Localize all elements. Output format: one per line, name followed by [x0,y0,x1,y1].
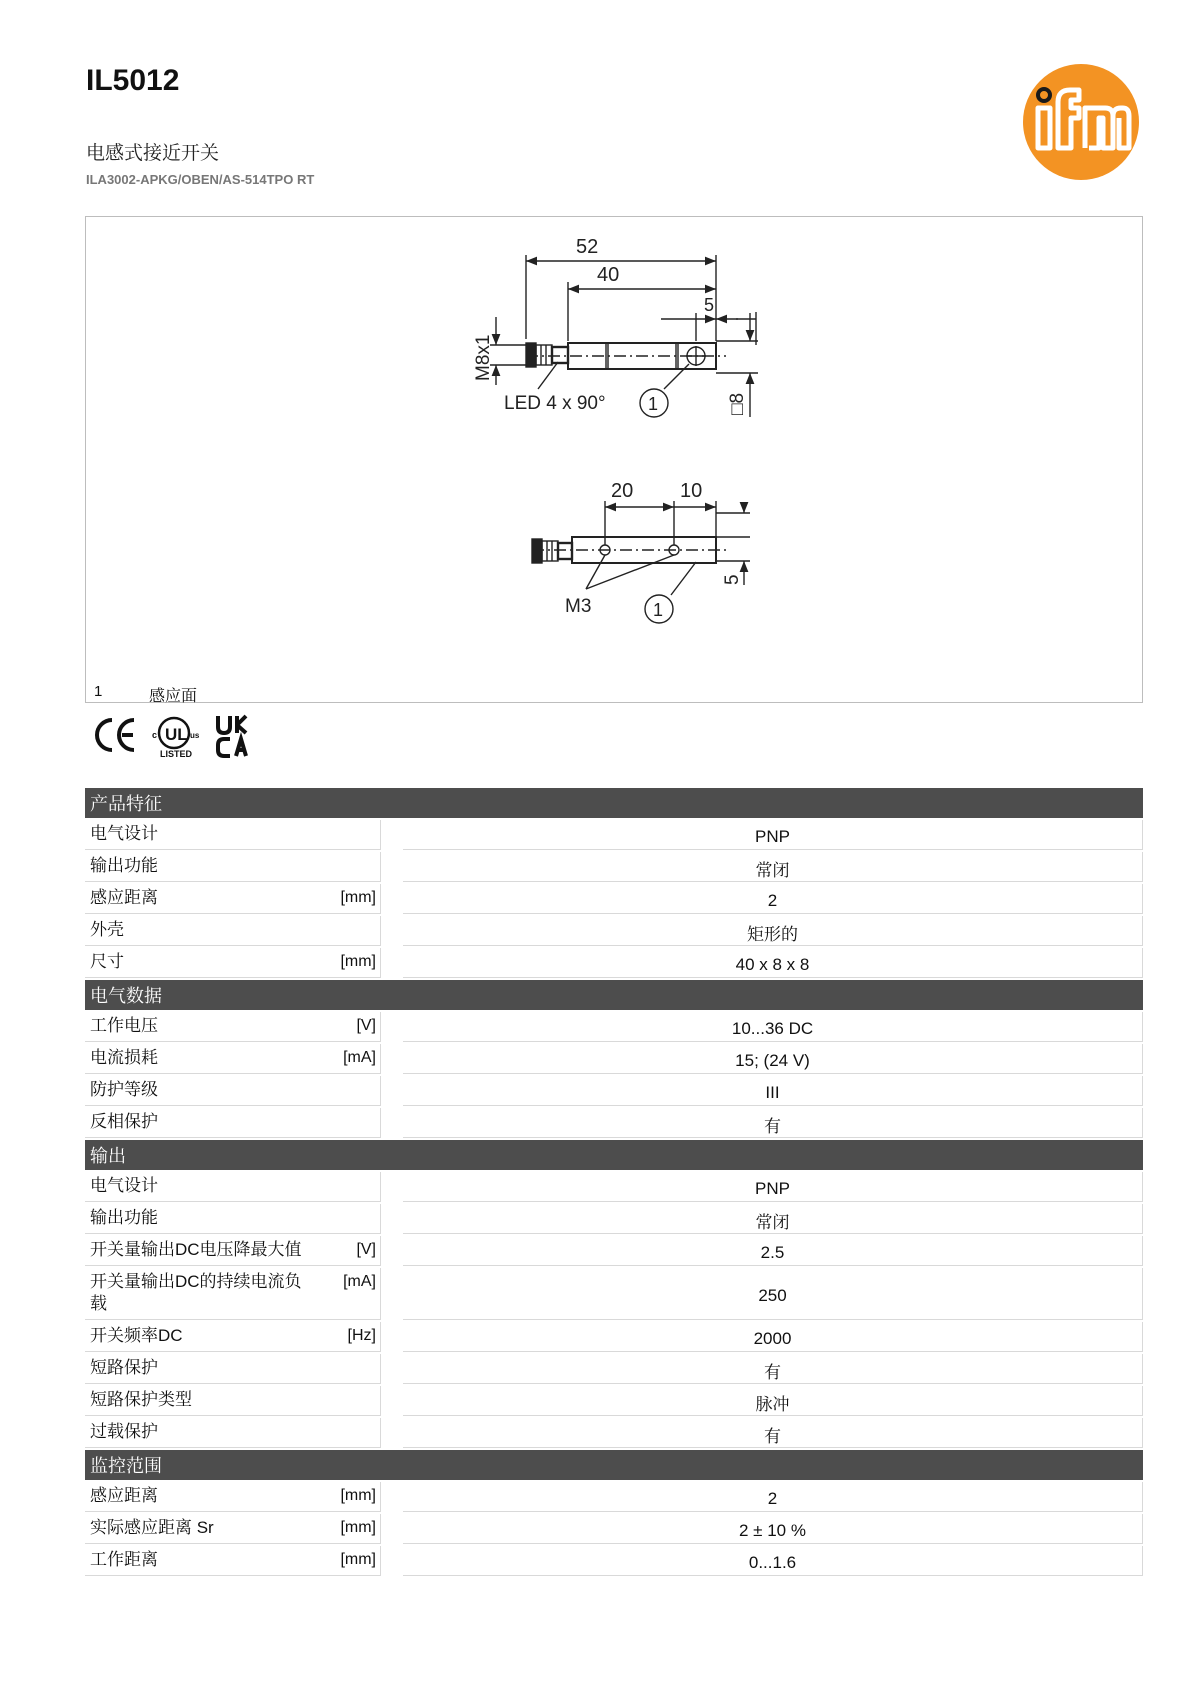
spec-label-cell [85,916,381,946]
spec-row [85,1418,1143,1448]
spec-label: 过载保护 [90,1422,158,1441]
spec-value: 有 [403,1108,1143,1138]
spec-row [85,948,1143,978]
spec-value: 40 x 8 x 8 [403,948,1143,978]
spec-label-cell [85,1386,381,1416]
spec-row [85,1204,1143,1234]
section-header: 输出 [85,1140,1143,1170]
spec-value: 脉冲 [403,1386,1143,1416]
section-header: 监控范围 [85,1450,1143,1480]
spec-label: 短路保护 [90,1358,158,1377]
spec-label: 工作距离 [90,1550,158,1569]
spec-row [85,1322,1143,1352]
spec-row [85,1076,1143,1106]
spec-value: 0...1.6 [403,1546,1143,1576]
spec-unit: [V] [356,1241,376,1258]
spec-value: 矩形的 [403,916,1143,946]
spec-label-cell [85,884,381,914]
spec-label-cell [85,852,381,882]
spec-row [85,1044,1143,1074]
dim-52: 52 [576,236,599,258]
spec-row [85,1354,1143,1384]
m3-label: M3 [565,596,592,617]
dim-5-side: 5 [722,574,743,585]
spec-row [85,1482,1143,1512]
section-header: 产品特征 [85,788,1143,818]
spec-unit: [mm] [340,1519,376,1536]
spec-row [85,916,1143,946]
spec-label: 感应距离 [90,1486,158,1505]
spec-label-cell [85,1076,381,1106]
spec-label: 开关量输出DC电压降最大值 [90,1240,302,1259]
svg-text:UL: UL [165,725,188,744]
spec-value: PNP [403,1172,1143,1202]
spec-label-cell [85,948,381,978]
spec-row [85,1012,1143,1042]
dim-square-8: □8 [727,392,748,415]
legend-text: 感应面 [149,688,198,705]
spec-label-cell [85,1418,381,1448]
spec-label: 短路保护类型 [90,1390,192,1409]
certification-marks [90,712,260,760]
spec-row [85,1172,1143,1202]
spec-label: 电气设计 [90,824,158,843]
spec-label: 反相保护 [90,1112,158,1131]
spec-row [85,884,1143,914]
section-header: 电气数据 [85,980,1143,1010]
spec-unit: [mm] [340,953,376,970]
spec-value: 有 [403,1418,1143,1448]
spec-value: 2000 [403,1322,1143,1352]
spec-label: 开关量输出DC的持续电流负载 [90,1272,302,1313]
spec-unit: [mm] [340,1551,376,1568]
spec-value: 250 [403,1268,1143,1320]
ce-mark-icon [97,720,134,750]
spec-value: III [403,1076,1143,1106]
spec-label: 感应距离 [90,888,158,907]
legend-number: 1 [94,683,103,700]
callout-1-bottom: 1 [653,600,664,620]
spec-value: 有 [403,1354,1143,1384]
spec-value: 2.5 [403,1236,1143,1266]
spec-label: 工作电压 [90,1016,158,1035]
spec-unit: [V] [356,1017,376,1034]
spec-label: 输出功能 [90,1208,158,1227]
svg-text:us: us [190,731,200,740]
spec-tables [85,788,1143,1578]
spec-label-cell [85,1546,381,1576]
spec-label-cell [85,1204,381,1234]
dim-20: 20 [611,480,634,502]
spec-label-cell [85,1482,381,1512]
spec-value: 常闭 [403,1204,1143,1234]
spec-value: 10...36 DC [403,1012,1143,1042]
led-label: LED 4 x 90° [504,393,606,414]
spec-row [85,1268,1143,1320]
article-number: ILA3002-APKG/OBEN/AS-514TPO RT [86,172,315,187]
spec-value: PNP [403,820,1143,850]
spec-label-cell [85,1268,381,1320]
product-subtitle: 电感式接近开关 [86,143,220,164]
spec-row [85,1546,1143,1576]
spec-row [85,1236,1143,1266]
spec-label-cell [85,1322,381,1352]
spec-value: 15; (24 V) [403,1044,1143,1074]
dim-10: 10 [680,480,703,502]
dim-5: 5 [704,295,715,315]
spec-row [85,820,1143,850]
spec-label: 外壳 [90,920,124,939]
spec-label-cell [85,1236,381,1266]
spec-label: 电流损耗 [90,1048,158,1067]
spec-label: 开关频率DC [90,1326,183,1345]
spec-unit: [mA] [343,1049,376,1066]
ukca-mark-icon [218,716,246,756]
spec-unit: [mA] [343,1273,376,1290]
ifm-logo-icon [1021,62,1141,182]
spec-unit: [mm] [340,889,376,906]
spec-label-cell [85,1108,381,1138]
spec-value: 2 ± 10 % [403,1514,1143,1544]
spec-label: 防护等级 [90,1080,158,1099]
spec-label: 实际感应距离 Sr [90,1518,214,1537]
dim-40: 40 [597,264,620,286]
dimension-drawing [85,216,1143,703]
spec-label: 电气设计 [90,1176,158,1195]
product-title: IL5012 [86,64,180,97]
callout-1-top: 1 [648,394,659,414]
spec-label-cell [85,1354,381,1384]
spec-label-cell [85,1044,381,1074]
spec-value: 2 [403,1482,1143,1512]
spec-row [85,1108,1143,1138]
spec-value: 2 [403,884,1143,914]
spec-label-cell [85,820,381,850]
ul-listed-icon [152,718,200,759]
spec-row [85,1386,1143,1416]
svg-text:c: c [152,730,158,740]
svg-text:LISTED: LISTED [160,749,193,759]
spec-row [85,1514,1143,1544]
dim-m8: M8x1 [473,334,494,381]
spec-unit: [mm] [340,1487,376,1504]
spec-label-cell [85,1012,381,1042]
spec-label: 尺寸 [90,952,124,971]
spec-row [85,852,1143,882]
spec-label-cell [85,1172,381,1202]
spec-label-cell [85,1514,381,1544]
spec-value: 常闭 [403,852,1143,882]
spec-unit: [Hz] [347,1327,376,1344]
spec-label: 输出功能 [90,856,158,875]
